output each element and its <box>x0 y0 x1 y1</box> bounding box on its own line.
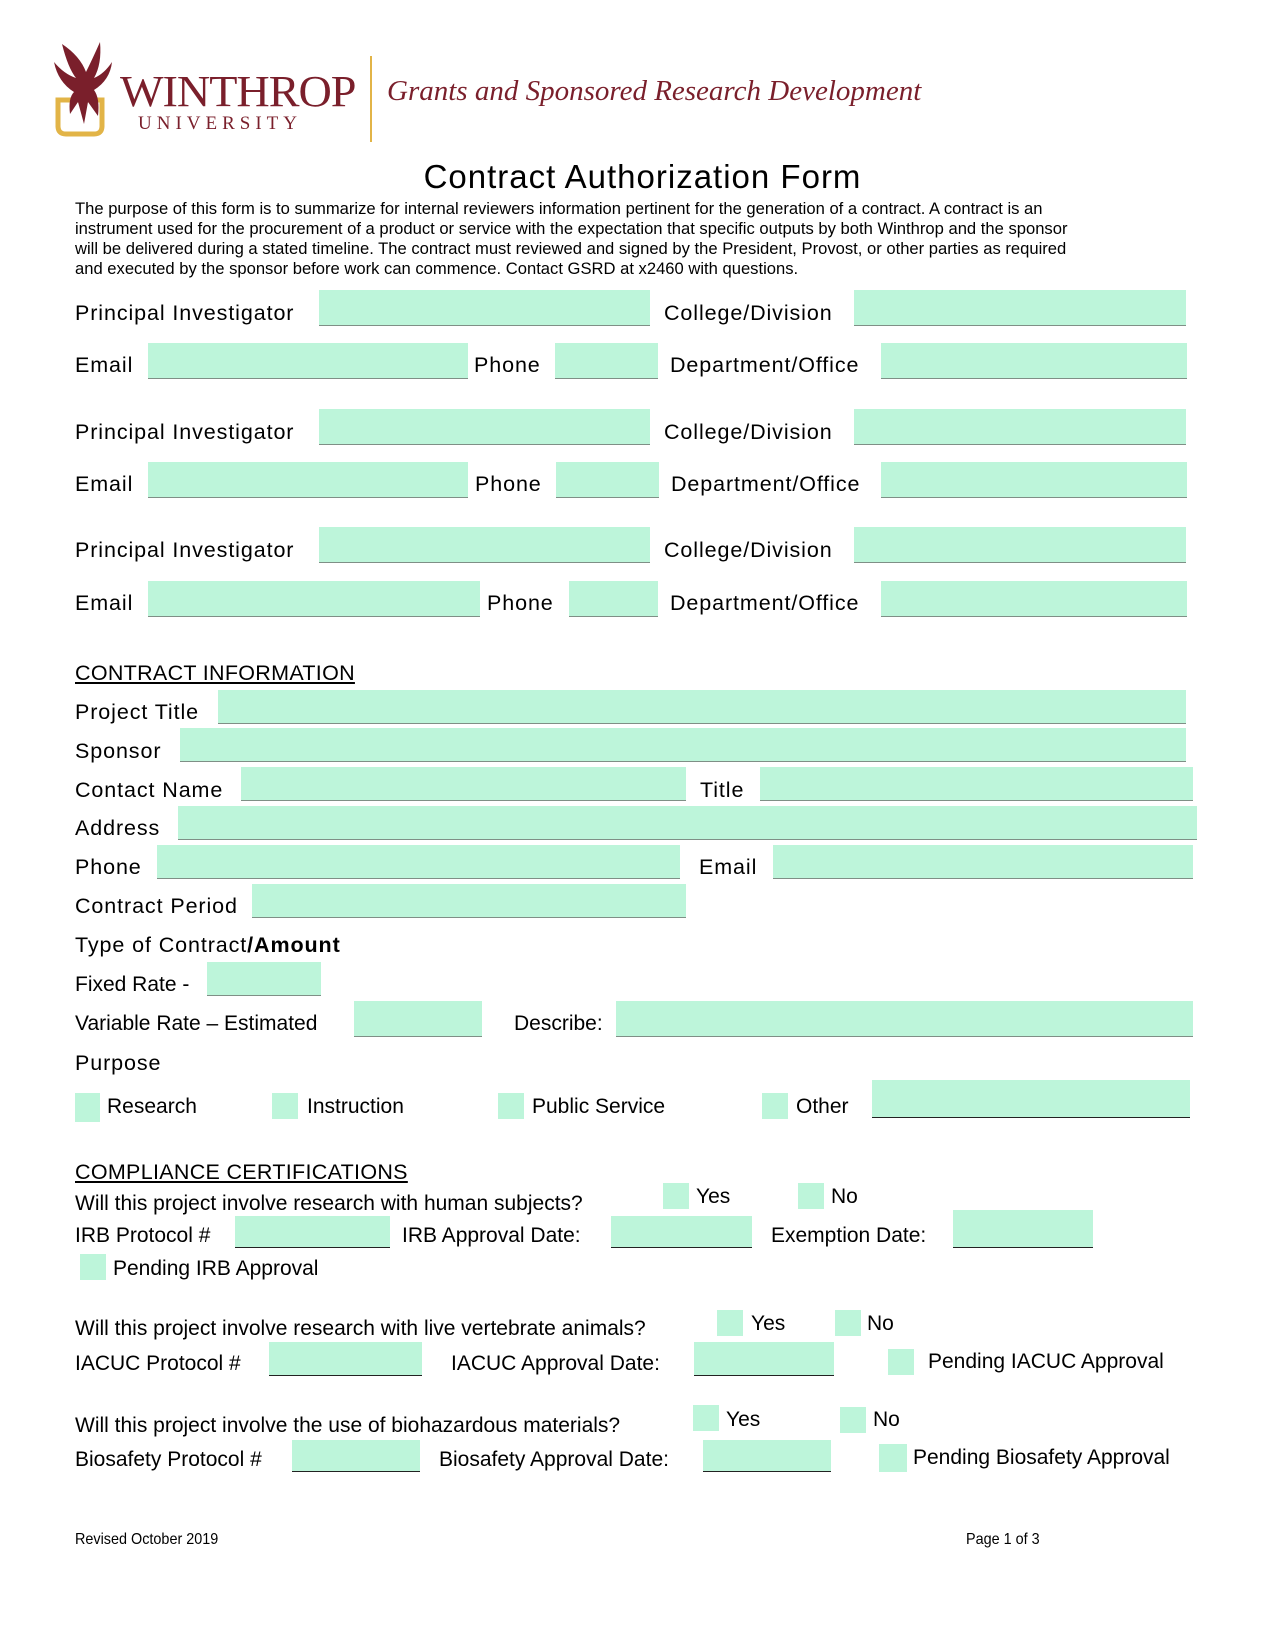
biohazard-no-label: No <box>873 1408 900 1431</box>
exemption-date-field[interactable] <box>953 1210 1093 1248</box>
department-label: Department/Office <box>671 472 861 496</box>
biosafety-protocol-field[interactable] <box>292 1440 420 1472</box>
animals-no-checkbox[interactable] <box>835 1310 861 1336</box>
pi-phone-field[interactable] <box>556 462 659 498</box>
address-field[interactable] <box>178 806 1197 840</box>
biohazard-no-checkbox[interactable] <box>840 1407 866 1433</box>
pi-phone-field[interactable] <box>569 581 658 617</box>
contact-name-label: Contact Name <box>75 778 224 802</box>
iacuc-protocol-label: IACUC Protocol # <box>75 1352 241 1375</box>
pi-name-field[interactable] <box>319 527 650 563</box>
pi-email-field[interactable] <box>148 343 468 379</box>
intro-line: and executed by the sponsor before work can commence. Contact GSRD at x2460 with questions. <box>75 259 799 278</box>
university-logo <box>48 38 356 138</box>
describe-label: Describe: <box>514 1012 603 1035</box>
department-field[interactable] <box>881 462 1187 498</box>
exemption-date-label: Exemption Date: <box>771 1224 927 1247</box>
pending-biosafety-label: Pending Biosafety Approval <box>913 1446 1170 1469</box>
iacuc-protocol-field[interactable] <box>269 1342 422 1376</box>
compliance-section-heading: COMPLIANCE CERTIFICATIONS <box>75 1160 408 1184</box>
variable-rate-field[interactable] <box>354 1001 482 1037</box>
pending-iacuc-checkbox[interactable] <box>888 1349 914 1375</box>
phone-label: Phone <box>487 591 554 615</box>
purpose-instruction-checkbox[interactable] <box>272 1093 298 1119</box>
sponsor-email-field[interactable] <box>773 845 1193 879</box>
contract-type-label <box>75 933 341 957</box>
irb-protocol-label: IRB Protocol # <box>75 1224 211 1247</box>
purpose-research-label: Research <box>107 1095 197 1118</box>
contract-amount-text: /Amount <box>247 933 341 957</box>
biohazard-yes-checkbox[interactable] <box>693 1405 719 1431</box>
human-yes-label: Yes <box>696 1185 731 1208</box>
phone-label: Phone <box>475 472 542 496</box>
biohazard-question: Will this project involve the use of biohazardous materials? <box>75 1414 621 1437</box>
iacuc-approval-field[interactable] <box>694 1342 834 1376</box>
irb-protocol-field[interactable] <box>235 1216 390 1248</box>
purpose-other-checkbox[interactable] <box>762 1093 788 1119</box>
intro-line: will be delivered during a stated timeline. The contract must reviewed and signed by the President, Provost, or other parties as required <box>75 239 1067 258</box>
pi-name-field[interactable] <box>319 409 650 445</box>
purpose-public-service-checkbox[interactable] <box>498 1093 524 1119</box>
purpose-other-label: Other <box>796 1095 849 1118</box>
pi-label: Principal Investigator <box>75 301 295 325</box>
human-yes-checkbox[interactable] <box>663 1183 689 1209</box>
contract-type-text: Type of Contract <box>75 933 248 957</box>
college-label: College/Division <box>664 301 833 325</box>
pi-name-field[interactable] <box>319 290 650 326</box>
project-title-label: Project Title <box>75 700 200 724</box>
department-field[interactable] <box>881 343 1187 379</box>
iacuc-approval-label: IACUC Approval Date: <box>451 1352 660 1375</box>
page-number: Page 1 of 3 <box>966 1531 1040 1548</box>
sponsor-email-label: Email <box>699 855 758 879</box>
college-field[interactable] <box>854 409 1186 445</box>
pending-irb-checkbox[interactable] <box>80 1254 106 1280</box>
email-label: Email <box>75 591 134 615</box>
human-no-label: No <box>831 1185 858 1208</box>
logo-subtitle: UNIVERSITY <box>138 113 302 134</box>
logo-wordmark: WINTHROP <box>120 67 356 116</box>
contact-title-field[interactable] <box>760 767 1193 801</box>
irb-approval-label: IRB Approval Date: <box>402 1224 581 1247</box>
contract-period-field[interactable] <box>252 884 686 918</box>
contact-title-label: Title <box>700 778 745 802</box>
form-title: Contract Authorization Form <box>423 158 862 195</box>
purpose-research-checkbox[interactable] <box>75 1093 100 1122</box>
variable-rate-label: Variable Rate – Estimated <box>75 1012 318 1035</box>
contact-name-field[interactable] <box>241 767 686 801</box>
contract-section-heading: CONTRACT INFORMATION <box>75 661 355 685</box>
biosafety-approval-field[interactable] <box>703 1440 831 1472</box>
fixed-rate-field[interactable] <box>207 962 321 996</box>
phone-label: Phone <box>474 353 541 377</box>
pending-iacuc-label: Pending IACUC Approval <box>928 1350 1164 1373</box>
phoenix-logo-icon <box>48 38 124 138</box>
sponsor-phone-label: Phone <box>75 855 142 879</box>
intro-line: The purpose of this form is to summarize for internal reviewers information pertinent for the generation of a contract. A contract is an <box>75 199 1043 218</box>
human-no-checkbox[interactable] <box>798 1183 824 1209</box>
animals-question: Will this project involve research with live vertebrate animals? <box>75 1317 646 1340</box>
department-label: Department/Office <box>670 591 860 615</box>
animals-yes-checkbox[interactable] <box>717 1310 743 1336</box>
college-field[interactable] <box>854 527 1186 563</box>
human-subjects-question: Will this project involve research with human subjects? <box>75 1192 583 1215</box>
sponsor-field[interactable] <box>180 728 1186 762</box>
department-label: Department/Office <box>670 353 860 377</box>
pi-phone-field[interactable] <box>555 343 658 379</box>
fixed-rate-label: Fixed Rate - <box>75 973 190 996</box>
project-title-field[interactable] <box>218 690 1186 724</box>
biosafety-protocol-label: Biosafety Protocol # <box>75 1448 262 1471</box>
purpose-public-service-label: Public Service <box>532 1095 666 1118</box>
purpose-instruction-label: Instruction <box>307 1095 404 1118</box>
contract-period-label: Contract Period <box>75 894 238 918</box>
purpose-other-field[interactable] <box>872 1080 1190 1118</box>
pi-label: Principal Investigator <box>75 538 295 562</box>
pi-email-field[interactable] <box>148 581 480 617</box>
pending-irb-label: Pending IRB Approval <box>113 1257 319 1280</box>
sponsor-phone-field[interactable] <box>157 845 680 879</box>
address-label: Address <box>75 816 161 840</box>
department-field[interactable] <box>881 581 1187 617</box>
purpose-label: Purpose <box>75 1051 162 1075</box>
college-label: College/Division <box>664 538 833 562</box>
pi-email-field[interactable] <box>148 462 468 498</box>
animals-no-label: No <box>867 1312 894 1335</box>
animals-yes-label: Yes <box>751 1312 786 1335</box>
biohazard-yes-label: Yes <box>726 1408 761 1431</box>
college-field[interactable] <box>854 290 1186 326</box>
pi-label: Principal Investigator <box>75 420 295 444</box>
irb-approval-field[interactable] <box>611 1216 752 1248</box>
header-divider <box>370 56 372 142</box>
intro-line: instrument used for the procurement of a product or service with the expectation that specific outputs by both Winthrop and the sponsor <box>75 219 1068 238</box>
describe-field[interactable] <box>616 1001 1193 1037</box>
biosafety-approval-label: Biosafety Approval Date: <box>439 1448 669 1471</box>
sponsor-label: Sponsor <box>75 739 162 763</box>
form-intro <box>75 199 1205 279</box>
revision-date: Revised October 2019 <box>75 1531 219 1548</box>
email-label: Email <box>75 472 134 496</box>
office-name: Grants and Sponsored Research Development <box>387 75 922 107</box>
pending-biosafety-checkbox[interactable] <box>879 1444 907 1472</box>
college-label: College/Division <box>664 420 833 444</box>
email-label: Email <box>75 353 134 377</box>
